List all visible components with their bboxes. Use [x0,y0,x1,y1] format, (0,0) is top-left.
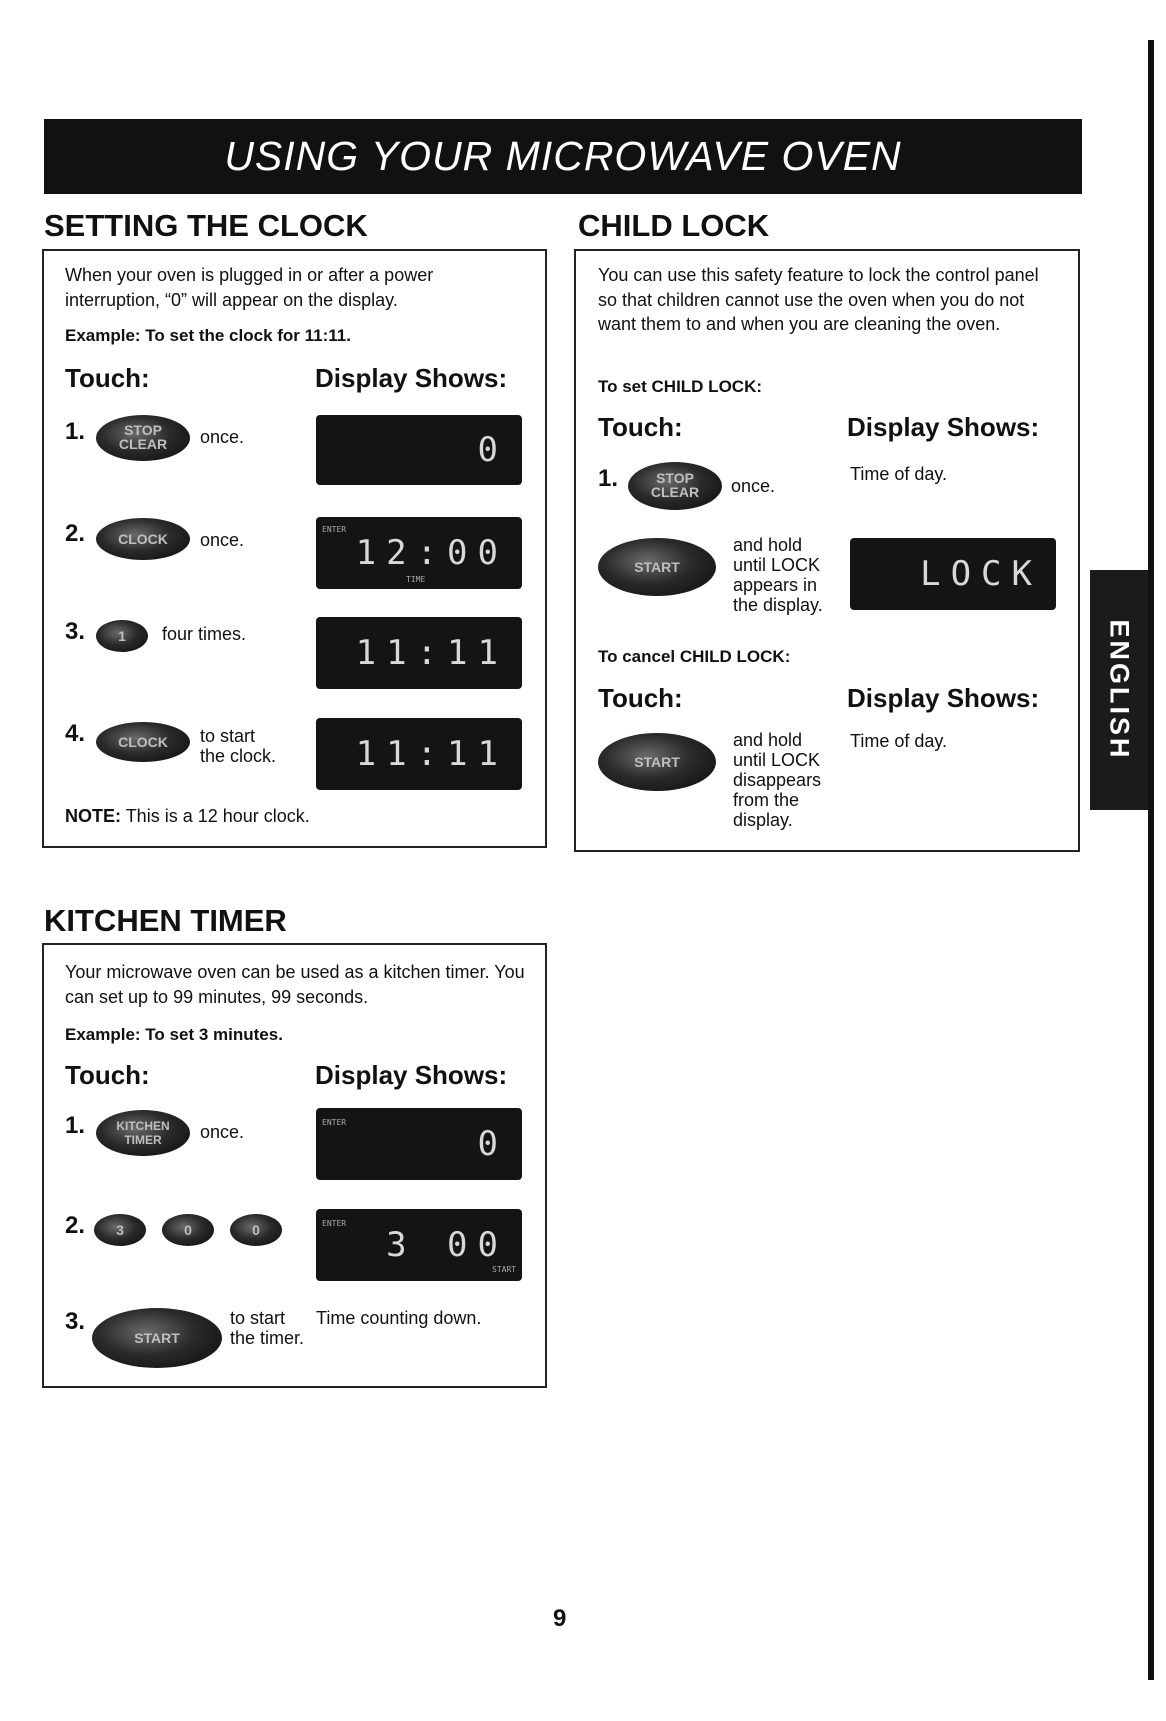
timer-step-number: 1. [65,1112,86,1139]
clock-step-number: 1. [65,418,86,445]
timer-step-caption: once. [200,1122,245,1142]
child-lock-section-title: CHILD LOCK [578,208,770,243]
enter-indicator: ENTER [322,1118,347,1127]
clock-step-caption: four times. [162,624,247,644]
start-button[interactable] [92,1308,222,1368]
child-lock-display-header: Display Shows: [847,412,1040,442]
timer-intro: Your microwave oven can be used as a kitchen timer. You can set up to 99 minutes, 99 seconds. [65,962,525,1007]
cancel-display-text: Time of day. [850,731,948,751]
display-value: 0 [477,430,508,470]
number-0-label: 0 [184,1222,192,1238]
cancel-caption: and hold until LOCK disappears from the display. [733,730,822,830]
clock-step-caption: once. [200,427,245,447]
child-lock-step-number: 1. [598,465,619,492]
cancel-child-lock-label: To cancel CHILD LOCK: [598,647,791,666]
page-header-banner [44,119,1082,194]
child-lock-step-caption: and hold until LOCK appears in the display. [733,535,823,615]
enter-indicator: ENTER [322,1219,347,1228]
child-lock-touch-header: Touch: [598,412,683,442]
clock-display-1 [316,415,522,485]
number-0-button[interactable] [162,1214,214,1246]
timer-display-text: Time counting down. [316,1308,482,1328]
child-lock-display-text: Time of day. [850,464,948,484]
kitchen-label: KITCHEN [116,1119,170,1133]
note-label: NOTE: [65,806,121,826]
clear-label: CLEAR [650,484,700,500]
timer-display-1 [316,1108,522,1180]
number-0-button[interactable] [230,1214,282,1246]
timer-example: Example: To set 3 minutes. [65,1025,283,1044]
display-value: 0 [477,1124,508,1164]
clock-step-caption: once. [200,530,245,550]
stop-label: STOP [656,470,694,486]
page-number: 9 [553,1605,567,1632]
enter-indicator: ENTER [322,525,347,534]
timer-touch-header: Touch: [65,1060,150,1090]
time-indicator: TIME [406,575,426,584]
note-text: This is a 12 hour clock. [125,806,310,826]
cancel-display-header: Display Shows: [847,683,1040,713]
timer-display-2 [316,1209,522,1281]
number-1-button[interactable] [96,620,148,652]
clock-start-button[interactable] [96,722,190,762]
clock-button-label: CLOCK [118,531,168,547]
stop-clear-button[interactable] [96,415,190,461]
timer-section-title: KITCHEN TIMER [44,903,287,938]
language-tab [1090,570,1148,810]
timer-label: TIMER [124,1133,162,1147]
stop-clear-button[interactable] [628,462,722,510]
language-tab-label: ENGLISH [1104,619,1135,761]
child-lock-display [850,538,1056,610]
display-value: 11:11 [355,633,508,673]
set-child-lock-label: To set CHILD LOCK: [598,377,763,396]
clock-step-number: 3. [65,618,86,645]
clock-step-number: 2. [65,520,86,547]
clock-button-label: CLOCK [118,734,168,750]
clock-step-number: 4. [65,720,86,747]
start-button[interactable] [598,538,716,596]
clock-button[interactable] [96,518,190,560]
timer-step-number: 3. [65,1308,86,1335]
page-title: USING YOUR MICROWAVE OVEN [224,133,902,179]
clock-display-4 [316,718,522,790]
number-0-label: 0 [252,1222,260,1238]
stop-label: STOP [124,422,162,438]
clock-display-3 [316,617,522,689]
timer-step-number: 2. [65,1212,86,1239]
clock-intro: When your oven is plugged in or after a power interruption, “0” will appear on the display. [65,265,434,310]
display-value: LOCK [920,554,1042,594]
cancel-touch-header: Touch: [598,683,683,713]
display-value: 11:11 [355,734,508,774]
kitchen-timer-button[interactable] [96,1110,190,1156]
display-value: 3 00 [386,1225,508,1265]
clock-touch-header: Touch: [65,363,150,393]
clock-display-2 [316,517,522,589]
number-1-label: 1 [118,628,126,644]
clock-example: Example: To set the clock for 11:11. [65,326,351,345]
page-edge-bar [1148,40,1154,1680]
clock-step-caption: to start the clock. [200,726,277,766]
start-indicator: START [492,1265,517,1274]
display-value: 12:00 [355,533,508,573]
clock-note [65,806,310,827]
child-lock-step-caption: once. [731,476,776,496]
child-lock-intro: You can use this safety feature to lock the control panel so that children cannot use the oven when you do not want them to and when you are cleaning the oven. [598,265,1039,334]
start-label: START [634,754,680,770]
number-3-button[interactable] [94,1214,146,1246]
start-label: START [634,559,680,575]
clock-display-header: Display Shows: [315,363,508,393]
start-label: START [134,1330,180,1346]
clock-section-title: SETTING THE CLOCK [44,208,368,243]
clear-label: CLEAR [118,436,168,452]
timer-display-header: Display Shows: [315,1060,508,1090]
number-3-label: 3 [116,1222,124,1238]
timer-step-caption: to start the timer. [230,1308,305,1348]
start-button[interactable] [598,733,716,791]
